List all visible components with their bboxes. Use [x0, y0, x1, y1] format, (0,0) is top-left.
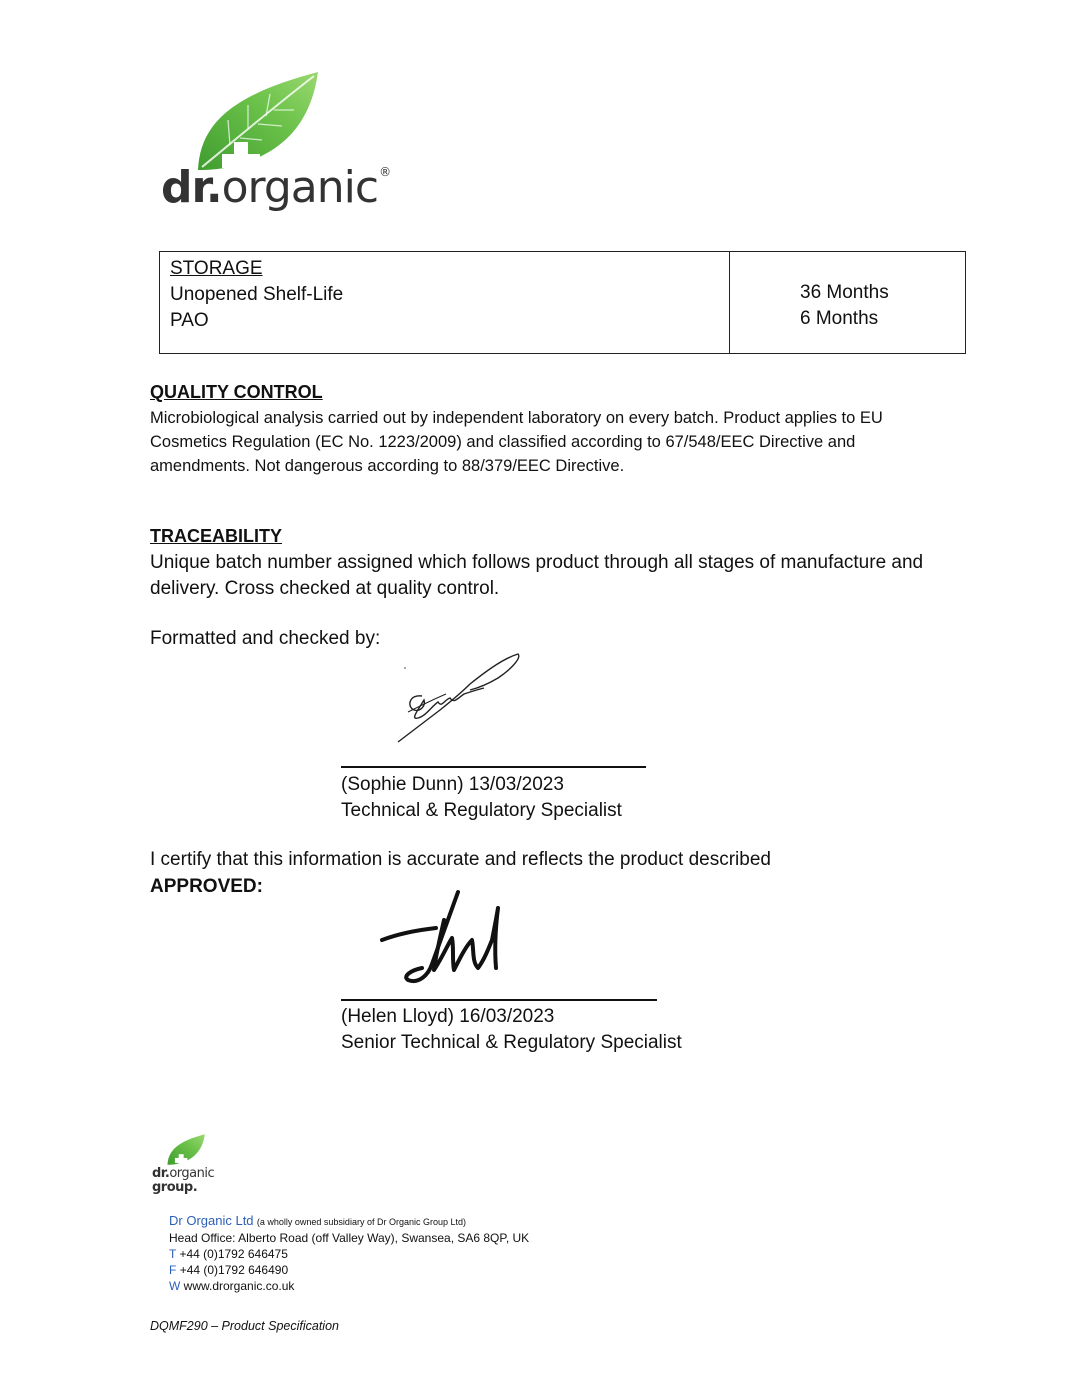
approved-name-date: (Helen Lloyd) 16/03/2023 [341, 1006, 555, 1027]
formatted-by-signatory [341, 772, 622, 824]
formatted-by-name-date: (Sophie Dunn) 13/03/2023 [341, 774, 564, 795]
storage-value-shelf-life: 36 Months [800, 282, 889, 303]
formatted-by-label: Formatted and checked by: [150, 628, 381, 649]
brand-wordmark: dr.organic® [161, 162, 391, 213]
fax-number: +44 (0)1792 646490 [179, 1263, 289, 1277]
signature-line [341, 999, 657, 1001]
fax-label: F [169, 1263, 177, 1277]
leaf-cross-icon [190, 70, 325, 175]
traceability-body: Unique batch number assigned which follows product through all stages of manufacture and delivery. Cross checked at quality control. [150, 552, 924, 599]
storage-table [159, 251, 966, 354]
storage-label-shelf-life: Unopened Shelf-Life [170, 284, 344, 305]
company-footer [169, 1213, 529, 1294]
phone-label: T [169, 1247, 177, 1261]
approved-label: APPROVED: [150, 876, 263, 897]
document-reference: DQMF290 – Product Specification [150, 1319, 339, 1333]
group-wordmark: dr.organic group. [152, 1166, 215, 1195]
traceability-title: TRACEABILITY [150, 526, 282, 546]
signature-helen-lloyd [378, 884, 518, 994]
approved-role: Senior Technical & Regulatory Specialist [341, 1032, 682, 1053]
signature-line [341, 766, 646, 768]
head-office: Head Office: Alberto Road (off Valley Way), Swansea, SA6 8QP, UK [169, 1231, 530, 1245]
company-note: (a wholly owned subsidiary of Dr Organic Group Ltd) [256, 1217, 466, 1227]
storage-labels [160, 252, 730, 353]
certification-statement: I certify that this information is accurate and reflects the product described [150, 849, 771, 870]
formatted-by-role: Technical & Regulatory Specialist [341, 800, 622, 821]
storage-label-pao: PAO [170, 310, 209, 331]
storage-values [730, 252, 965, 353]
approved-signatory [341, 1004, 682, 1056]
storage-value-pao: 6 Months [800, 308, 879, 329]
storage-heading: STORAGE [170, 258, 263, 279]
brand-logo [158, 70, 391, 220]
group-logo [150, 1133, 230, 1203]
phone-number: +44 (0)1792 646475 [179, 1247, 288, 1261]
web-label: W [169, 1279, 181, 1293]
signature-sophie-dunn [380, 650, 530, 750]
company-name: Dr Organic Ltd [169, 1213, 254, 1228]
quality-control-body: Microbiological analysis carried out by independent laboratory on every batch. Product applies to EU Cosmetics Regulation (EC No. 1223/2009) and classified according to 67/548/EEC Directive and amendments. Not dangerous according to 88/379/EEC Directive. [150, 409, 883, 475]
website-link[interactable]: www.drorganic.co.uk [183, 1279, 295, 1293]
leaf-cross-icon [165, 1133, 207, 1167]
quality-control-title: QUALITY CONTROL [150, 382, 323, 402]
